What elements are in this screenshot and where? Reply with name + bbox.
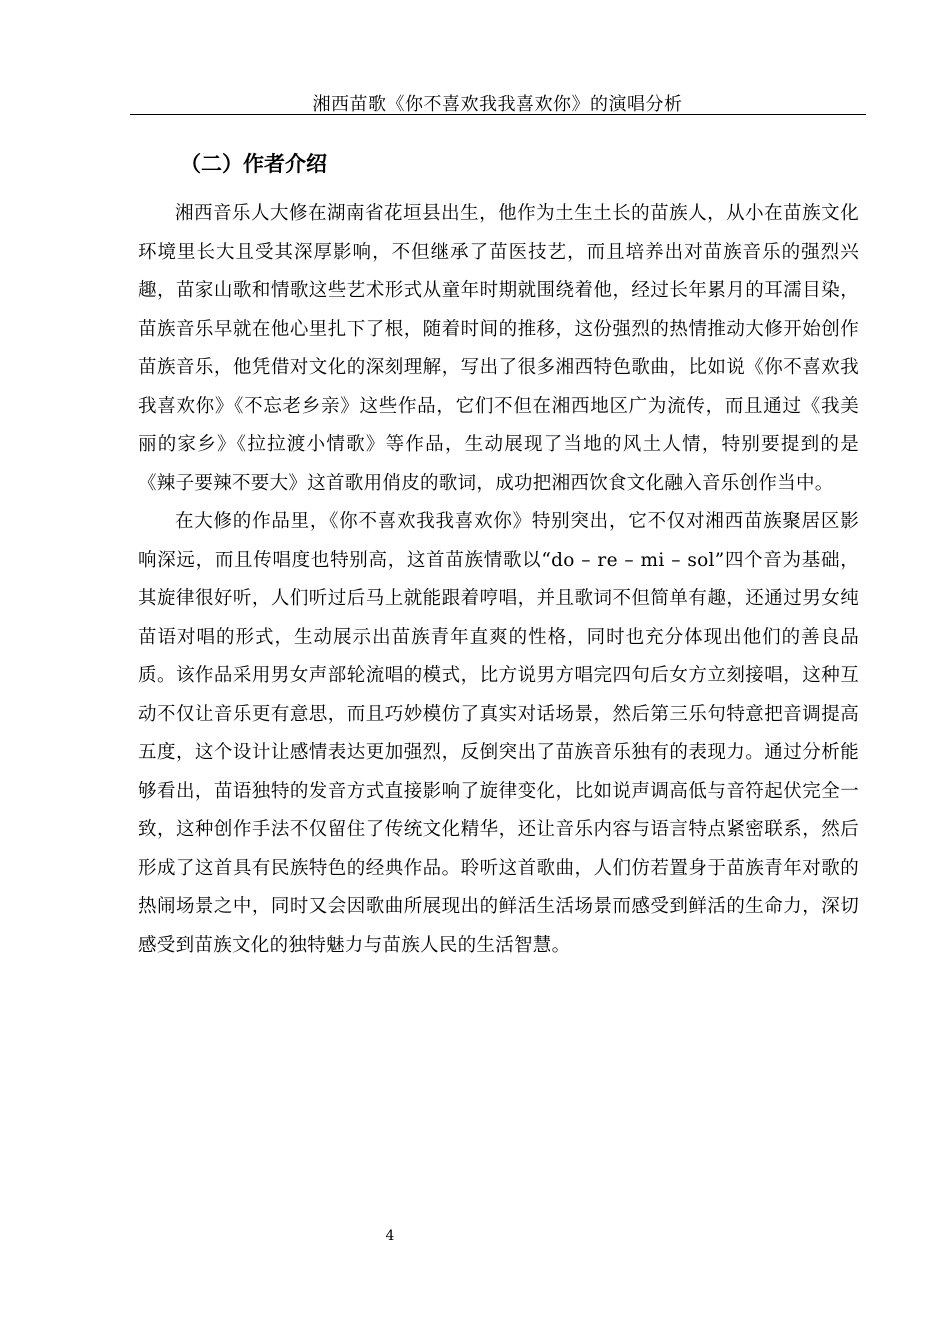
header-divider — [130, 114, 866, 115]
running-header-title: 湘西苗歌《你不喜欢我我喜欢你》的演唱分析 — [312, 94, 683, 115]
section-heading: （二）作者介绍 — [180, 152, 327, 176]
paragraph-author-background: 湘西音乐人大修在湖南省花垣县出生，他作为土生土长的苗族人，从小在苗族文化环境里长大且受其深厚影响，不但继承了苗医技艺，而且培养出对苗族音乐的强烈兴趣，苗家山歌和情歌这些艺术形式从童年时期就围绕着他，经过长年累月的耳濡目染，苗族音乐早就在他心里扎下了根，随着时间的推移，这份强烈的热情推动大修开始创作苗族音乐，他凭借对文化的深刻理解，写出了很多湘西特色歌曲，比如说《你不喜欢我我喜欢你》《不忘老乡亲》这些作品，它们不但在湘西地区广为流传，而且通过《我美丽的家乡》《拉拉渡小情歌》等作品，生动展现了当地的风土人情，特别要提到的是《辣子要辣不要大》这首歌用俏皮的歌词，成功把湘西饮食文化融入音乐创作当中。 — [138, 203, 859, 494]
page-number: 4 — [385, 1228, 395, 1244]
paragraph-song-analysis: 在大修的作品里，《你不喜欢我我喜欢你》特别突出，它不仅对湘西苗族聚居区影响深远，而且传唱度也特别高，这首苗族情歌以“do – re – mi – sol”四个音为基础，其旋律很好听，人们听过后马上就能跟着哼唱，并且歌词不但简单有趣，还通过男女纯苗语对唱的形式，生动展示出苗族青年直爽的性格，同时也充分体现出他们的善良品质。该作品采用男女声部轮流唱的模式，比方说男方唱完四句后女方立刻接唱，这种互动不仅让音乐更有意思，而且巧妙模仿了真实对话场景，然后第三乐句特意把音调提高五度，这个设计让感情表达更加强烈，反倒突出了苗族音乐独有的表现力。通过分析能够看出，苗语独特的发音方式直接影响了旋律变化，比如说声调高低与音符起伏完全一致，这种创作手法不仅留住了传统文化精华，还让音乐内容与语言特点紧密联系，然后形成了这首具有民族特色的经典作品。聆听这首歌曲，人们仿若置身于苗族青年对歌的热闹场景之中，同时又会因歌曲所展现出的鲜活生活场景而感受到鲜活的生命力，深切感受到苗族文化的独特魅力与苗族人民的生活智慧。 — [138, 511, 859, 956]
body-text — [138, 195, 859, 965]
